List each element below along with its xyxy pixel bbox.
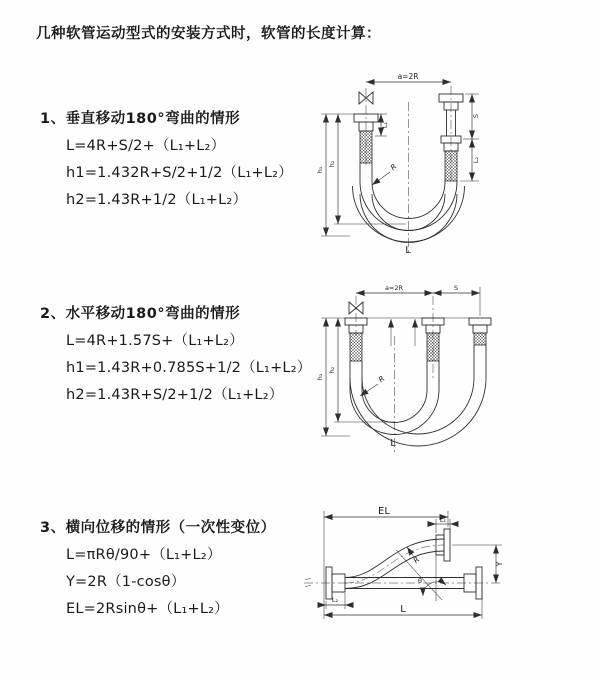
page-title: 几种软管运动型式的安装方式时，软管的长度计算： xyxy=(36,26,381,42)
middle-end-fitting xyxy=(422,318,444,361)
dim-label-a2r: a=2R xyxy=(384,284,404,292)
dim-s xyxy=(433,284,480,316)
dim-label-s: S xyxy=(472,113,480,119)
radius-label: R xyxy=(376,373,387,385)
left-end-fitting xyxy=(354,114,378,163)
dim-label-h2: h₂ xyxy=(328,366,336,374)
radius-label: R xyxy=(411,554,422,566)
formula-EL: EL=2Rsinθ+（L₁+L₂） xyxy=(66,601,229,617)
radius-label: R xyxy=(388,161,399,173)
braid-section xyxy=(445,151,457,181)
centerlines xyxy=(356,296,433,454)
braid-section xyxy=(360,131,372,163)
formula-h1: h1=1.43R+0.785S+1/2（L₁+L₂） xyxy=(66,360,312,376)
braid-section xyxy=(427,333,439,361)
dim-label-l1: L₁ xyxy=(381,121,389,129)
section-2-heading: 2、水平移动180°弯曲的情形 xyxy=(40,306,241,322)
dim-label-h1: h₁ xyxy=(316,373,324,381)
dim-label-l: L xyxy=(400,604,406,615)
dim-a2r xyxy=(356,284,433,293)
section-lateral-displacement xyxy=(40,516,310,618)
right-end-fitting xyxy=(469,318,491,345)
formula-h2: h2=1.43R+1/2（L₁+L₂） xyxy=(66,192,248,208)
dim-h1 xyxy=(316,114,350,236)
section-horizontal-movement xyxy=(40,302,310,404)
formula-L: L=πRθ/90+（L₁+L₂） xyxy=(66,547,222,563)
dim-label-el: EL xyxy=(378,506,390,517)
angle-label: θ xyxy=(418,577,422,585)
formula-h2: h2=1.43R+S/2+1/2（L₁+L₂） xyxy=(66,387,284,403)
dim-l2 xyxy=(318,593,353,609)
length-label: L xyxy=(405,245,411,256)
formula-L: L=4R+1.57S+（L₁+L₂） xyxy=(66,333,244,349)
dim-label-l1: L₁ xyxy=(439,516,447,524)
dim-label-l2: L₂ xyxy=(472,156,480,164)
radius-callout xyxy=(372,162,398,185)
left-end-fitting xyxy=(345,318,367,361)
dim-label-h2: h₂ xyxy=(328,160,336,168)
dim-label-l2: L₂ xyxy=(331,596,339,604)
centerlines xyxy=(366,86,451,254)
hose-curves xyxy=(350,345,486,446)
formula-L: L=4R+S/2+（L₁+L₂） xyxy=(66,138,226,154)
section-3-heading: 3、横向位移的情形（一次性变位） xyxy=(40,520,276,536)
formula-h1: h1=1.432R+S/2+1/2（L₁+L₂） xyxy=(66,165,293,181)
dim-l2 xyxy=(460,139,480,181)
formula-Y: Y=2R（1-cosθ） xyxy=(66,574,186,590)
dim-label-s: S xyxy=(453,284,459,292)
braid-section xyxy=(350,333,362,361)
angle-construction xyxy=(396,550,446,601)
section-vertical-movement xyxy=(40,107,310,209)
section-1-heading: 1、垂直移动180°弯曲的情形 xyxy=(40,111,241,127)
dim-label-h1: h₁ xyxy=(316,166,324,174)
dim-l1 xyxy=(375,114,389,136)
diagram-horizontal-180 xyxy=(308,278,578,458)
dim-h1 xyxy=(316,318,350,436)
radius-callout xyxy=(407,547,421,565)
dim-s xyxy=(463,94,480,139)
dim-l xyxy=(324,587,482,619)
dim-l1 xyxy=(428,516,458,533)
diagram-lateral-displacement xyxy=(296,497,588,659)
break-mark xyxy=(305,579,311,587)
length-label: L xyxy=(390,438,396,449)
dim-label-a2r: a=2R xyxy=(397,72,419,81)
dim-a2r xyxy=(366,72,451,82)
diagram-vertical-180 xyxy=(308,68,578,258)
dim-label-y: Y xyxy=(495,561,504,567)
displaced-hose xyxy=(345,529,450,589)
braid-section xyxy=(474,333,486,345)
dim-el xyxy=(324,506,448,619)
